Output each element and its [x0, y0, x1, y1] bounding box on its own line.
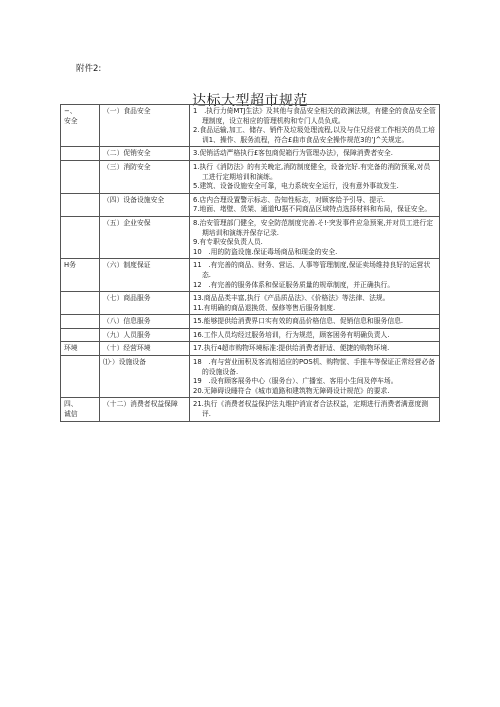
- requirement-item: 13.商品品类丰富,执行《产品质品法》、《价格法》等法律、法规。: [193, 294, 390, 303]
- subcategory-cell: （三）消防安全: [100, 160, 190, 193]
- table-row: [61, 193, 440, 216]
- requirements-cell: [190, 342, 440, 356]
- requirements-cell: [190, 147, 440, 161]
- table-row: [61, 398, 440, 421]
- subcategory-cell: （十二）消费者权益保障: [100, 398, 190, 421]
- category-cell: [61, 147, 100, 161]
- requirements-cell: [190, 315, 440, 329]
- subcategory-cell: （九）人员服务: [100, 328, 190, 342]
- table-row: [61, 315, 440, 329]
- requirement-item: 7.地面、堵壁、货架、通道fU据不同商品区域特点选择材料和布局，保证安全。: [193, 205, 432, 214]
- table-row: [61, 356, 440, 398]
- category-cell: [61, 193, 100, 216]
- table-row: [61, 105, 440, 147]
- requirement-item: 9.有专职安保负责人员.: [193, 238, 263, 247]
- category-cell: Η务: [61, 259, 100, 292]
- requirement-item: 21.执行《消费者权益保护法丸维护消宣者合法权益，定期进行消费者满意度测评.: [193, 400, 429, 419]
- category-cell: [61, 356, 100, 398]
- requirement-item: 3.促销活动严格执行£客包商促箱行为管理办法》，保障消费者安全.: [193, 149, 393, 158]
- requirement-item: 12 .有完善的服务体系和保证服务质量的规章制度，并正确执行。: [193, 280, 395, 289]
- table-row: [61, 342, 440, 356]
- table-row: [61, 292, 440, 315]
- requirements-cell: [190, 328, 440, 342]
- category-cell: [61, 328, 100, 342]
- requirement-item: 20.无障碍设睡符合《城市道路和建筑物无障碍设计规范》的要求.: [193, 386, 390, 395]
- standards-table: [60, 104, 440, 422]
- requirement-item: 11.有明确的商品退换货、保修等售后服务制度.: [193, 303, 336, 312]
- table-row: [61, 147, 440, 161]
- subcategory-cell: （五）企业安保: [100, 216, 190, 258]
- requirements-cell: [190, 216, 440, 258]
- subcategory-cell: （六）制度保证: [100, 259, 190, 292]
- requirement-item: 1 .执行力倚MTJ生法》及其他与食品安全相关的政渊法规，有健全的食品安全管理制度，设立相应的管理机构和专门人员负成。: [193, 107, 436, 125]
- requirements-cell: [190, 193, 440, 216]
- requirements-cell: [190, 356, 440, 398]
- category-cell: −、 安全: [61, 105, 100, 147]
- requirements-cell: [190, 105, 440, 147]
- category-cell: [61, 315, 100, 329]
- category-cell: [61, 292, 100, 315]
- category-cell: [61, 160, 100, 193]
- attachment-label: 附件2:: [76, 64, 102, 74]
- table-row: [61, 259, 440, 292]
- subcategory-cell: ⑴·）设施设备: [100, 356, 190, 398]
- requirement-item: 1.执行《消防法》的有关晚定,消防制度健全，设备完好.有完备的消防预案,对员工进行定期培训和演练。: [193, 162, 431, 181]
- requirements-cell: [190, 259, 440, 292]
- table-row: [61, 328, 440, 342]
- requirement-item: 17.执行4超市购物环境标准:提供给消费者舒适、便捷的购物环境.: [193, 344, 390, 353]
- requirement-item: 19 .设有顾客展务中心（服务台）、广播室、客用小生间及停车场。: [193, 377, 398, 386]
- requirement-item: 5.建筑、设备设施安全可靠，电力系统安全运行，没有意外事故发生.: [193, 182, 399, 191]
- page-title: 达标大型超市规范: [192, 93, 308, 109]
- table-row: [61, 216, 440, 258]
- subcategory-cell: （一）食品安全: [100, 105, 190, 147]
- requirement-item: 18 .有与营业面积及客流相适应的POS机、购物筐、手推车等保证正常经营必备的设施设备.: [193, 358, 436, 376]
- table-row: [61, 160, 440, 193]
- requirement-item: 11 .有完善的商品、财务、营运、人事等管理制度,保证卖场维持良好的运营状态.: [193, 261, 431, 279]
- requirement-item: 6.店内合理设置警示标志、告知性标志，对顾客给予引导、提示.: [193, 195, 386, 204]
- subcategory-cell: （二）促销安全: [100, 147, 190, 161]
- requirements-cell: [190, 398, 440, 421]
- requirements-cell: [190, 292, 440, 315]
- category-cell: [61, 216, 100, 258]
- subcategory-cell: （十）经营环境: [100, 342, 190, 356]
- requirement-item: 15.能够提供给消费界口实有效的商品价格信息、促销信息和服务信息.: [193, 317, 404, 326]
- requirement-item: 2.食品运输,加工、储存、销件及垃圾处理流程,以及与住兄经营工作相关的员工培训1、操作、服务流程，符合£曲市食品安全操作规范3的’J^关规定。: [193, 126, 435, 144]
- subcategory-cell: （七）商品服务: [100, 292, 190, 315]
- requirement-item: 10 .用的防盗设施.保证毒场商品和现金的安全.: [193, 247, 338, 256]
- requirement-item: 8.治安管理部门健全，安全防范制度完善.そ!·突发事件应急预案,并对员工进行定期培训和演练并保存记录.: [193, 218, 433, 237]
- category-cell: 四、 诚信: [61, 398, 100, 421]
- requirements-cell: [190, 160, 440, 193]
- requirement-item: 16.工作人员均经过服务培训，行为规范，顾客困务有明确负责人.: [193, 330, 390, 339]
- subcategory-cell: （八）信息服务: [100, 315, 190, 329]
- subcategory-cell: （四）设备设施安全: [100, 193, 190, 216]
- category-cell: 环境: [61, 342, 100, 356]
